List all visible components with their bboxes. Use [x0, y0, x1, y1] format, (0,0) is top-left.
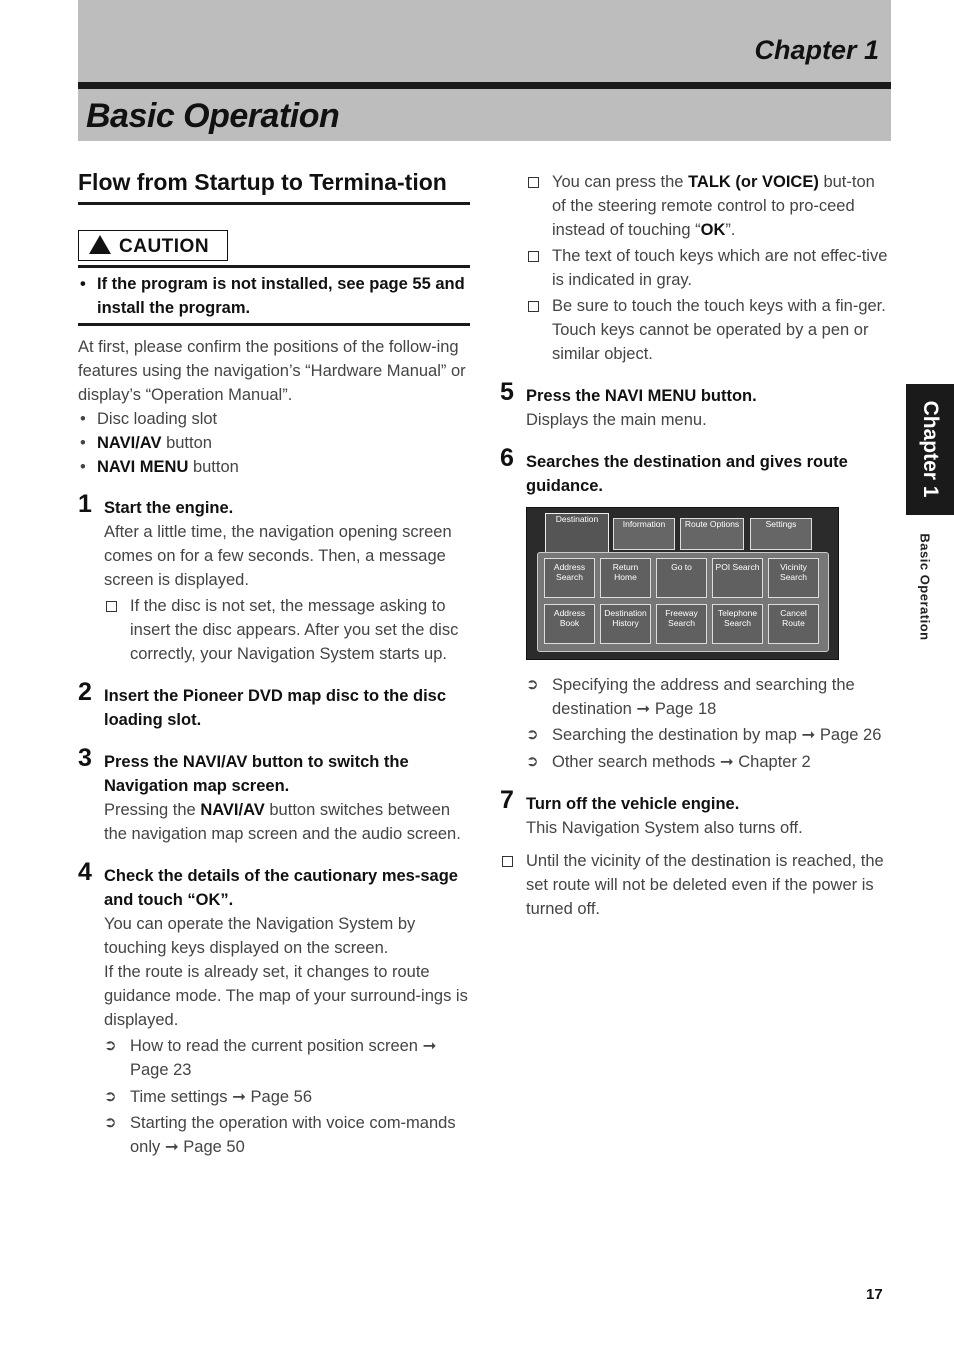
key-label: Freeway Search — [665, 608, 698, 628]
note-part: but-ton of the steering remote control to pro-ceed instead of touching “ — [552, 173, 875, 239]
key-vicinity-search[interactable] — [768, 558, 819, 598]
note-text: Be sure to touch the touch keys with a fin-ger. Touch keys cannot be operated by a pen or similar object. — [552, 297, 886, 363]
feature-bold: NAVI/AV — [97, 434, 162, 452]
body-part: Pressing the — [104, 801, 201, 819]
step-number: 2 — [78, 678, 92, 706]
section-heading: Flow from Startup to Termina-tion — [78, 170, 470, 205]
side-chapter-tab — [906, 384, 954, 515]
arrow-right-icon: ➞ — [801, 726, 816, 744]
step-note — [104, 594, 470, 666]
key-label: Destination History — [604, 608, 647, 628]
tab-label: Settings — [765, 519, 797, 529]
cross-reference — [104, 1085, 470, 1109]
step-number: 5 — [500, 378, 514, 406]
note-part: You can press the — [552, 173, 689, 191]
ref-page: Chapter 2 — [738, 753, 811, 771]
note-part: ”. — [725, 221, 736, 239]
caution-item — [78, 272, 470, 320]
reference-arrow-icon: ➲ — [104, 1037, 117, 1054]
step-3 — [78, 744, 470, 846]
arrow-right-icon: ➞ — [164, 1138, 179, 1156]
ref-text: Specifying the address and searching the destination — [552, 676, 855, 718]
step-body: After a little time, the navigation opening screen comes on for a few seconds. Then, a message screen is displayed. — [104, 523, 452, 589]
arrow-right-icon: ➞ — [422, 1037, 437, 1055]
right-column — [500, 170, 890, 921]
page-number: 17 — [866, 1286, 883, 1303]
page-title: Basic Operation — [86, 97, 340, 135]
step-2 — [78, 678, 470, 732]
caution-box — [78, 265, 470, 326]
ref-text: Starting the operation with voice com-mands only — [130, 1114, 456, 1156]
feature-bold: NAVI MENU — [97, 458, 189, 476]
key-freeway-search[interactable] — [656, 604, 707, 644]
chapter-header — [78, 0, 891, 82]
title-bar — [78, 89, 891, 141]
tip-note — [526, 170, 890, 242]
key-telephone-search[interactable] — [712, 604, 763, 644]
step-body: You can operate the Navigation System by touching keys displayed on the screen. — [104, 915, 416, 957]
note-text: If the disc is not set, the message asking to insert the disc appears. After you set the disc correctly, your Navigation System starts up. — [130, 597, 459, 663]
key-poi-search[interactable] — [712, 558, 763, 598]
tab-label: Destination — [555, 514, 599, 524]
step-heading: Searches the destination and gives route guidance. — [526, 453, 848, 495]
step-heading: Press the NAVI/AV button to switch the Navigation map screen. — [104, 753, 409, 795]
tip-note — [526, 244, 890, 292]
ref-page: Page 18 — [654, 700, 717, 718]
arrow-right-icon: ➞ — [636, 700, 651, 718]
arrow-right-icon: ➞ — [719, 753, 734, 771]
key-label: Vicinity Search — [780, 562, 807, 582]
step-5 — [500, 378, 890, 432]
key-label: Address Book — [553, 608, 586, 628]
menu-key-panel — [537, 552, 829, 652]
cross-reference — [526, 673, 890, 721]
left-column — [78, 170, 470, 1159]
step-body: If the route is already set, it changes to route guidance mode. The map of your surround-ings is displayed. — [104, 963, 468, 1029]
ref-text: Searching the destination by map — [552, 726, 797, 744]
note-text: The text of touch keys which are not effec-tive is indicated in gray. — [552, 247, 888, 289]
feature-item — [78, 455, 470, 479]
key-address-book[interactable] — [544, 604, 595, 644]
side-chapter-label: Chapter 1 — [919, 400, 942, 498]
ref-page: Page 23 — [130, 1061, 192, 1079]
step-body — [104, 798, 470, 846]
feature-text: Disc loading slot — [97, 410, 218, 428]
note-bold: OK — [700, 221, 726, 239]
side-section-label: Basic Operation — [917, 533, 933, 641]
step-number: 1 — [78, 490, 92, 518]
step-number: 3 — [78, 744, 92, 772]
cross-reference — [526, 750, 890, 774]
note-text: Until the vicinity of the destination is reached, the set route will not be deleted even if the power is turned off. — [526, 852, 884, 918]
warning-icon — [89, 235, 111, 254]
menu-tab-destination[interactable] — [545, 513, 609, 555]
arrow-right-icon: ➞ — [232, 1088, 246, 1106]
heading-part: Insert the Pioneer — [104, 687, 248, 705]
key-label: Return Home — [612, 562, 639, 582]
menu-tab-settings[interactable] — [750, 518, 812, 550]
body-part: button switches between the navigation map screen and the audio screen. — [104, 801, 461, 843]
step4-notes — [500, 170, 890, 366]
key-destination-history[interactable] — [600, 604, 651, 644]
ref-text: How to read the current position screen — [130, 1037, 418, 1055]
cross-reference — [104, 1034, 470, 1082]
key-label: Telephone Search — [717, 608, 758, 628]
note-bold: TALK (or VOICE) — [688, 173, 819, 191]
side-section — [912, 525, 938, 655]
key-label: Go to — [671, 562, 692, 572]
step-heading — [104, 684, 470, 732]
key-cancel-route[interactable] — [768, 604, 819, 644]
tip-note — [526, 294, 890, 366]
step-4 — [78, 858, 470, 1159]
caution-label: CAUTION — [119, 236, 210, 257]
ref-text: Time settings — [130, 1088, 228, 1106]
step-heading: Start the engine. — [104, 499, 234, 517]
main-menu-screenshot — [526, 507, 839, 660]
heading-part: DVD — [247, 687, 283, 705]
ref-text: Other search methods — [552, 753, 716, 771]
step-7 — [500, 786, 890, 840]
ref-page: Page 56 — [250, 1088, 313, 1106]
step-1 — [78, 490, 470, 666]
reference-arrow-icon: ➲ — [526, 753, 539, 770]
key-label: POI Search — [715, 562, 760, 572]
menu-tab-information[interactable] — [613, 518, 675, 550]
ref-page: Page 26 — [819, 726, 882, 744]
reference-arrow-icon: ➲ — [104, 1088, 117, 1105]
step-body: This Navigation System also turns off. — [526, 819, 803, 837]
key-label: Address Search — [553, 562, 586, 582]
key-label: Cancel Route — [780, 608, 807, 628]
feature-text: button — [161, 434, 212, 452]
chapter-label: Chapter 1 — [754, 35, 879, 65]
step-number: 4 — [78, 858, 92, 886]
cross-reference — [104, 1111, 470, 1159]
step-body: Displays the main menu. — [526, 411, 707, 429]
tab-label: Information — [622, 519, 666, 529]
feature-item — [78, 431, 470, 455]
key-address-search[interactable] — [544, 558, 595, 598]
caution-label-box — [78, 230, 228, 261]
body-bold: NAVI/AV — [200, 801, 265, 819]
key-go-to[interactable] — [656, 558, 707, 598]
step-number: 7 — [500, 786, 514, 814]
step-heading: Turn off the vehicle engine. — [526, 795, 740, 813]
reference-arrow-icon: ➲ — [104, 1114, 117, 1131]
reference-arrow-icon: ➲ — [526, 676, 539, 693]
step-number: 6 — [500, 444, 514, 472]
ref-page: Page 50 — [183, 1138, 245, 1156]
step-heading: Check the details of the cautionary mes-sage and touch “OK”. — [104, 867, 458, 909]
feature-text: button — [188, 458, 239, 476]
heading-part: map disc to the disc loading slot. — [104, 687, 447, 729]
reference-arrow-icon: ➲ — [526, 726, 539, 743]
key-return-home[interactable] — [600, 558, 651, 598]
menu-tab-route-options[interactable] — [680, 518, 744, 550]
caution-text: If the program is not installed, see page 55 and install the program. — [97, 275, 465, 317]
intro-text: At first, please confirm the positions of the follow-ing features using the navigation’s “Hardware Manual” or display’s “Operation Manual”. — [78, 338, 466, 404]
step-heading: Press the NAVI MENU button. — [526, 387, 757, 405]
header-rule — [78, 82, 891, 89]
feature-item — [78, 407, 470, 431]
cross-reference — [526, 723, 890, 747]
step-6 — [500, 444, 890, 774]
tab-label: Route Options — [684, 519, 740, 529]
final-note — [500, 849, 890, 921]
